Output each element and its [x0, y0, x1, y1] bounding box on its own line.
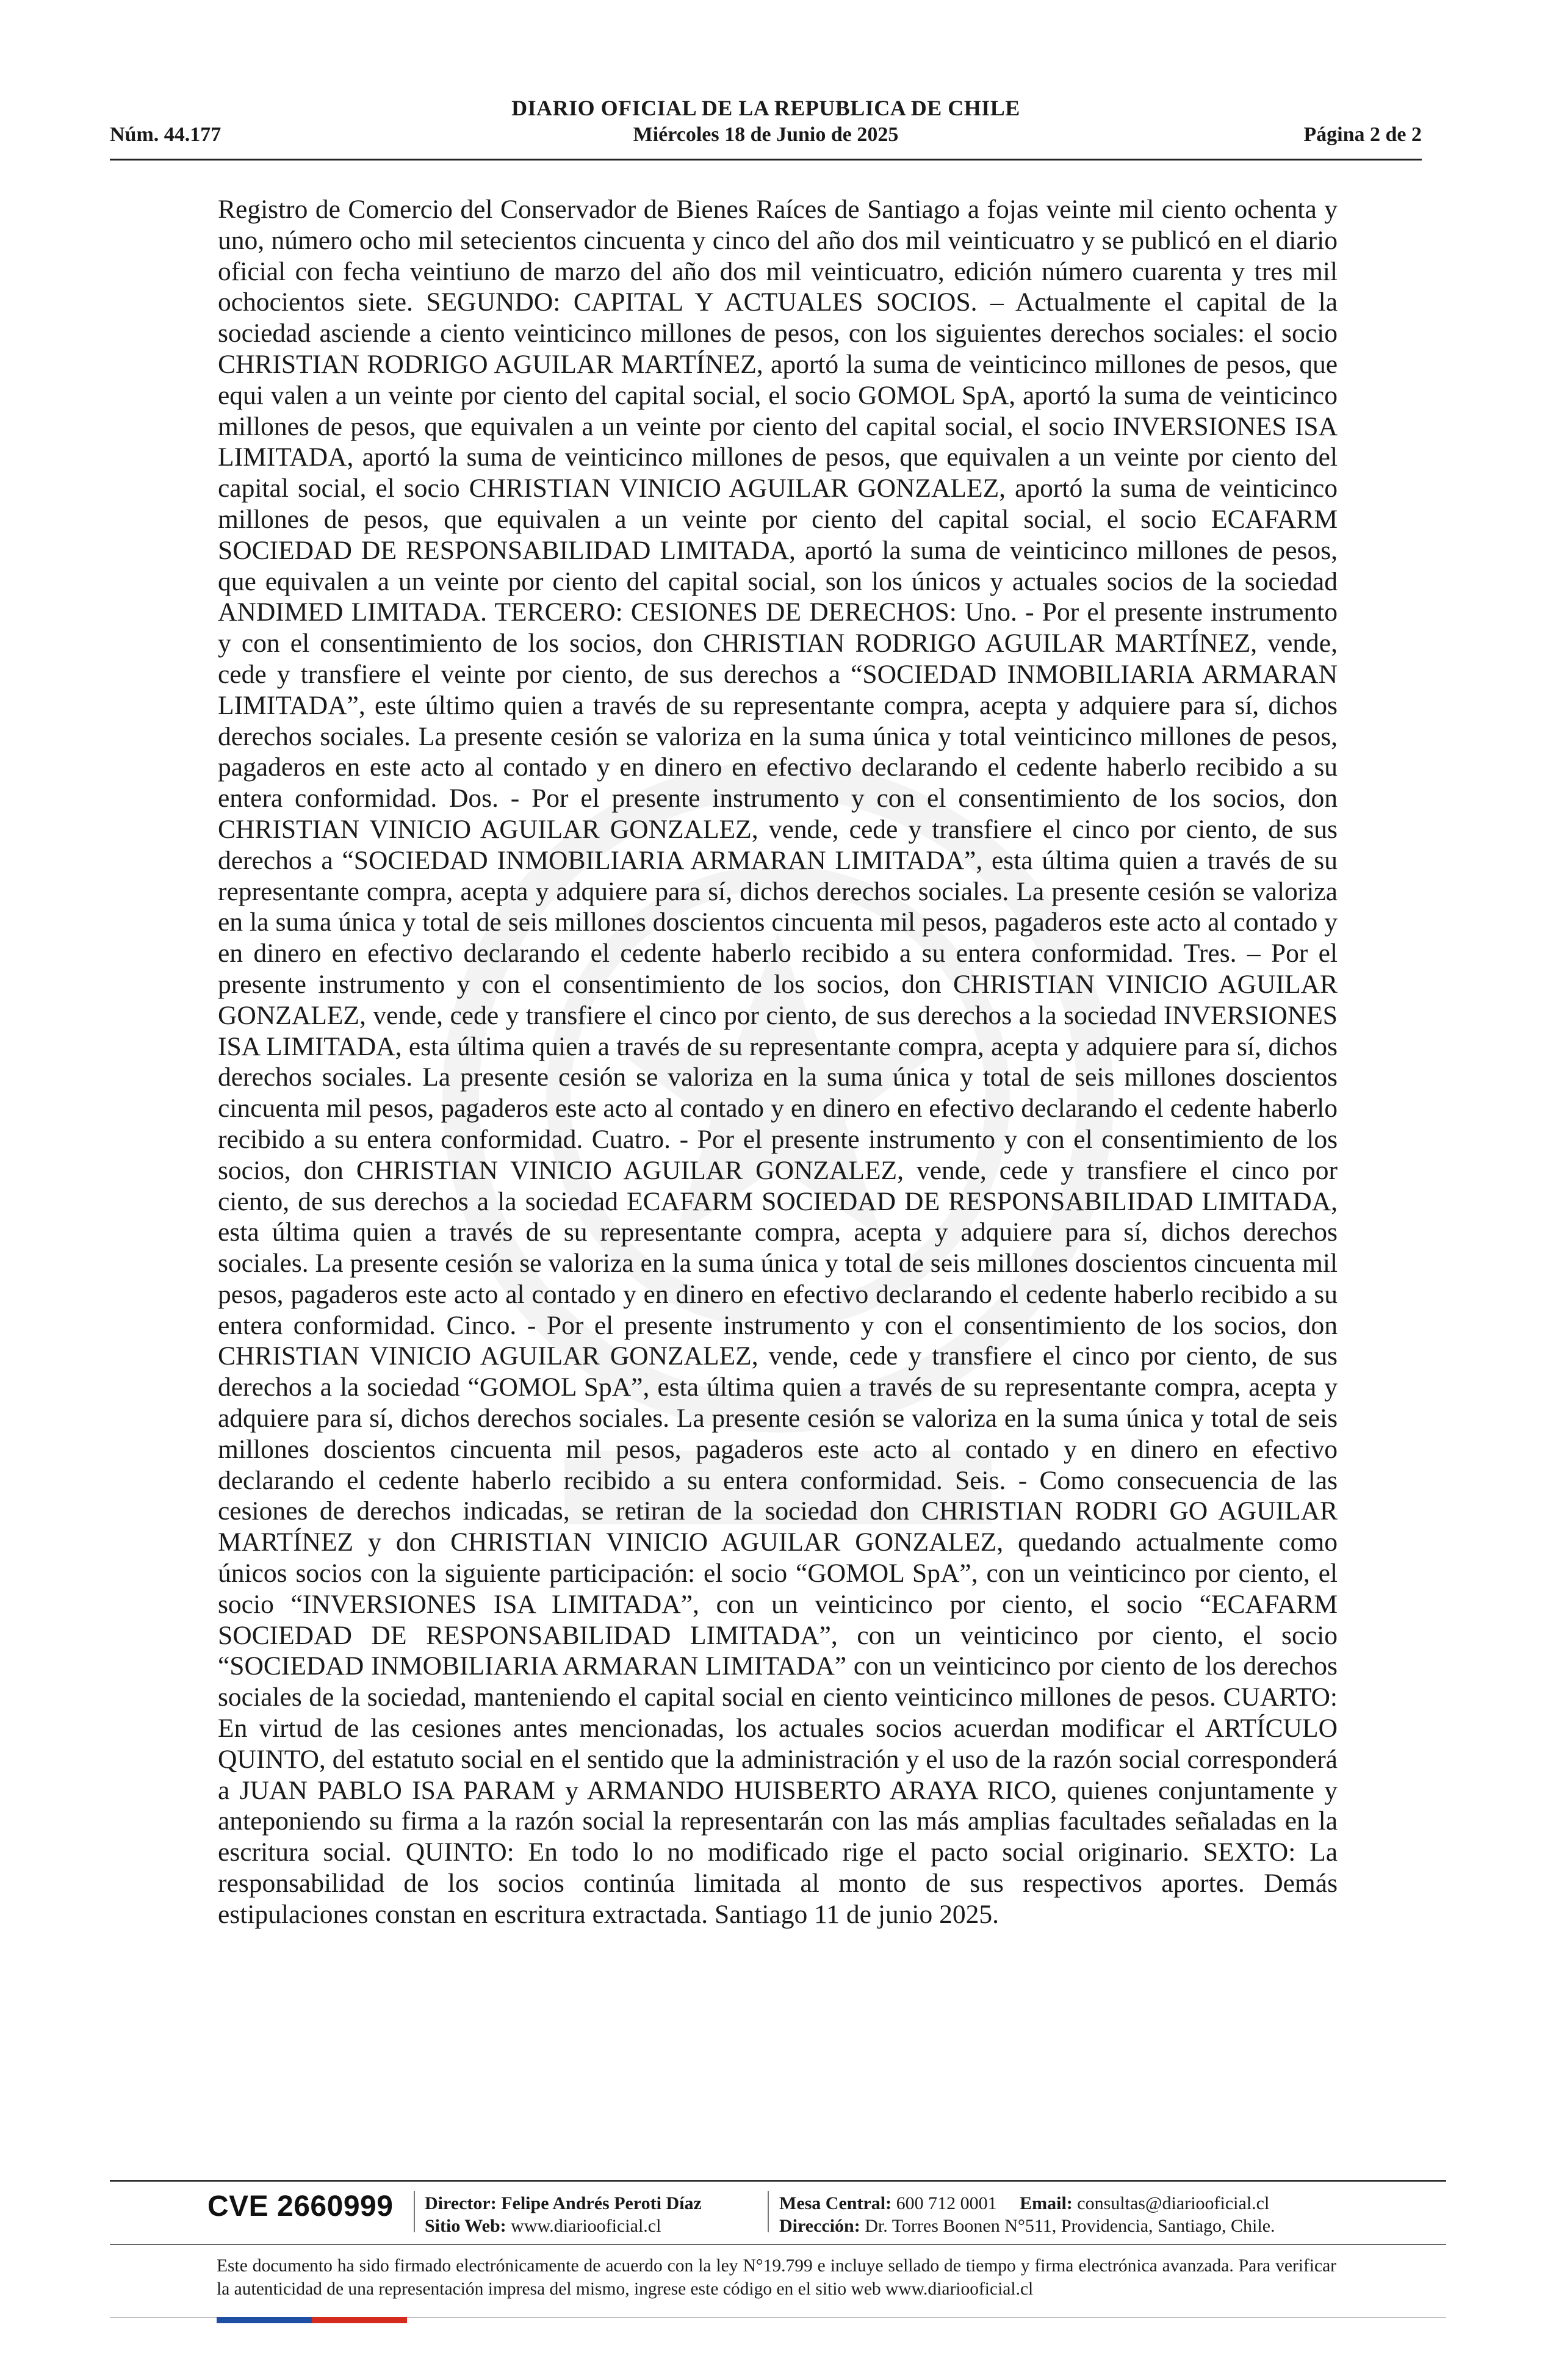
director-name: Felipe Andrés Peroti Díaz	[501, 2193, 702, 2213]
website-line	[425, 2215, 702, 2237]
footer-middle-divider	[110, 2244, 1446, 2245]
footer-separator	[414, 2191, 415, 2232]
cve-code: CVE 2660999	[207, 2190, 394, 2223]
footer-contact-block	[779, 2192, 1275, 2237]
electronic-signature-notice: Este documento ha sido firmado electrónicamente de acuerdo con la ley N°19.799 e incluye sellado de tiempo y firma electrónica avanzada. Para verificar la autenticidad de una representación impresa del mismo, ingrese este código en el sitio web www.diariooficial.cl	[217, 2256, 1336, 2299]
address-label: Dirección:	[779, 2216, 860, 2236]
email-label: Email:	[1020, 2193, 1073, 2213]
director-line	[425, 2192, 702, 2215]
contact-line	[779, 2192, 1275, 2215]
director-label: Director:	[425, 2193, 497, 2213]
flag-red-segment	[312, 2317, 407, 2323]
address-text: Dr. Torres Boonen N°511, Providencia, Santiago, Chile.	[865, 2216, 1275, 2236]
extract-body-text: Registro de Comercio del Conservador de Bienes Raíces de Santiago a fojas veinte mil ciento ochenta y uno, número ocho mil setecientos cincuenta y cinco del año dos mil veinticuatro y se publicó en el diario oficial con fecha veintiuno de marzo del año dos mil veinticuatro, edición número cuarenta y tres mil ochocientos siete. SEGUNDO: CAPITAL Y ACTUALES SOCIOS. – Actualmente el capital de la sociedad asciende a ciento veinticinco millones de pesos, con los siguientes derechos sociales: el socio CHRISTIAN RODRIGO AGUILAR MARTÍNEZ, aportó la suma de veinticinco millones de pesos, que equi valen a un veinte por ciento del capital social, el socio GOMOL SpA, aportó la suma de veinticinco millones de pesos, que equivalen a un veinte por ciento del capital social, el socio INVERSIONES ISA LIMITADA, aportó la suma de veinticinco millones de pesos, que equivalen a un veinte por ciento del capital social, el socio CHRISTIAN VINICIO AGUILAR GONZALEZ, aportó la suma de veinticinco millones de pesos, que equivalen a un veinte por ciento del capital social, el socio ECAFARM SOCIEDAD DE RESPONSABILIDAD LIMITADA, aportó la suma de veinticinco millones de pesos, que equivalen a un veinte por ciento del capital social, son los únicos y actuales socios de la sociedad ANDIMED LIMITADA. TERCERO: CESIONES DE DERECHOS: Uno. - Por el presente instrumento y con el consentimiento de los socios, don CHRISTIAN RODRIGO AGUILAR MARTÍNEZ, vende, cede y transfiere el veinte por ciento, de sus derechos a “SOCIEDAD INMOBILIARIA ARMARAN LIMITADA”, este último quien a través de su representante compra, acepta y adquiere para sí, dichos derechos sociales. La presente cesión se valoriza en la suma única y total veinticinco millones de pesos, pagaderos en este acto al contado y en dinero en efectivo declarando el cedente haberlo recibido a su entera conformidad. Dos. - Por el presente instrumento y con el consentimiento de los socios, don CHRISTIAN VINICIO AGUILAR GONZALEZ, vende, cede y transfiere el cinco por ciento, de sus derechos a “SOCIEDAD INMOBILIARIA ARMARAN LIMITADA”, esta última quien a través de su representante compra, acepta y adquiere para sí, dichos derechos sociales. La presente cesión se valoriza en la suma única y total de seis millones doscientos cincuenta mil pesos, pagaderos este acto al contado y en dinero en efectivo declarando el cedente haberlo recibido a su entera conformidad. Tres. – Por el presente instrumento y con el consentimiento de los socios, don CHRISTIAN VINICIO AGUILAR GONZALEZ, vende, cede y transfiere el cinco por ciento, de sus derechos a la sociedad INVERSIONES ISA LIMITADA, esta última quien a través de su representante compra, acepta y adquiere para sí, dichos derechos sociales. La presente cesión se valoriza en la suma única y total de seis millones doscientos cincuenta mil pesos, pagaderos este acto al contado y en dinero en efectivo declarando el cedente haberlo recibido a su entera conformidad. Cuatro. - Por el presente instrumento y con el consentimiento de los socios, don CHRISTIAN VINICIO AGUILAR GONZALEZ, vende, cede y transfiere el cinco por ciento, de sus derechos a la sociedad ECAFARM SOCIEDAD DE RESPONSABILIDAD LIMITADA, esta última quien a través de su representante compra, acepta y adquiere para sí, dichos derechos sociales. La presente cesión se valoriza en la suma única y total de seis millones doscientos cincuenta mil pesos, pagaderos este acto al contado y en dinero en efectivo declarando el cedente haberlo recibido a su entera conformidad. Cinco. - Por el presente instrumento y con el consentimiento de los socios, don CHRISTIAN VINICIO AGUILAR GONZALEZ, vende, cede y transfiere el cinco por ciento, de sus derechos a la sociedad “GOMOL SpA”, esta última quien a través de su representante compra, acepta y adquiere para sí, dichos derechos sociales. La presente cesión se valoriza en la suma única y total de seis millones doscientos cincuenta mil pesos, pagaderos este acto al contado y en dinero en efectivo declarando el cedente haberlo recibido a su entera conformidad. Seis. - Como consecuencia de las cesiones de derechos indicadas, se retiran de la sociedad don CHRISTIAN RODRI GO AGUILAR MARTÍNEZ y don CHRISTIAN VINICIO AGUILAR GONZALEZ, quedando actualmente como únicos socios con la siguiente participación: el socio “GOMOL SpA”, con un veinticinco por ciento, el socio “INVERSIONES ISA LIMITADA”, con un veinticinco por ciento, el socio “ECAFARM SOCIEDAD DE RESPONSABILIDAD LIMITADA”, con un veinticinco por ciento, el socio “SOCIEDAD INMOBILIARIA ARMARAN LIMITADA” con un veinticinco por ciento de los derechos sociales de la sociedad, manteniendo el capital social en ciento veinticinco millones de pesos. CUARTO: En virtud de las cesiones antes mencionadas, los actuales socios acuerdan modificar el ARTÍCULO QUINTO, del estatuto social en el sentido que la administración y el uso de la razón social corresponderá a JUAN PABLO ISA PARAM y ARMANDO HUISBERTO ARAYA RICO, quienes conjuntamente y anteponiendo su firma a la razón social la representarán con las más amplias facultades señaladas en la escritura social. QUINTO: En todo lo no modificado rige el pacto social originario. SEXTO: La responsabilidad de los socios continúa limitada al monto de sus respectivos aportes. Demás estipulaciones constan en escritura extractada. Santiago 11 de junio 2025.	[218, 195, 1338, 1929]
footer-separator	[768, 2191, 769, 2232]
email-link[interactable]: consultas@diariooficial.cl	[1077, 2193, 1270, 2213]
footer-director-block	[425, 2192, 702, 2237]
issue-date: Miércoles 18 de Junio de 2025	[633, 123, 899, 146]
flag-blue-segment	[217, 2317, 312, 2323]
footer-top-divider	[110, 2180, 1446, 2182]
website-link[interactable]: www.diariooficial.cl	[511, 2216, 661, 2236]
issue-number: Núm. 44.177	[110, 123, 222, 146]
newspaper-title: DIARIO OFICIAL DE LA REPUBLICA DE CHILE	[511, 96, 1020, 120]
address-line	[779, 2215, 1275, 2237]
phone-number: 600 712 0001	[896, 2193, 997, 2213]
phone-label: Mesa Central:	[779, 2193, 892, 2213]
website-label: Sitio Web:	[425, 2216, 506, 2236]
page-indicator: Página 2 de 2	[1303, 123, 1422, 146]
page-header	[110, 92, 1422, 160]
chilean-flag-stripe	[217, 2317, 407, 2323]
